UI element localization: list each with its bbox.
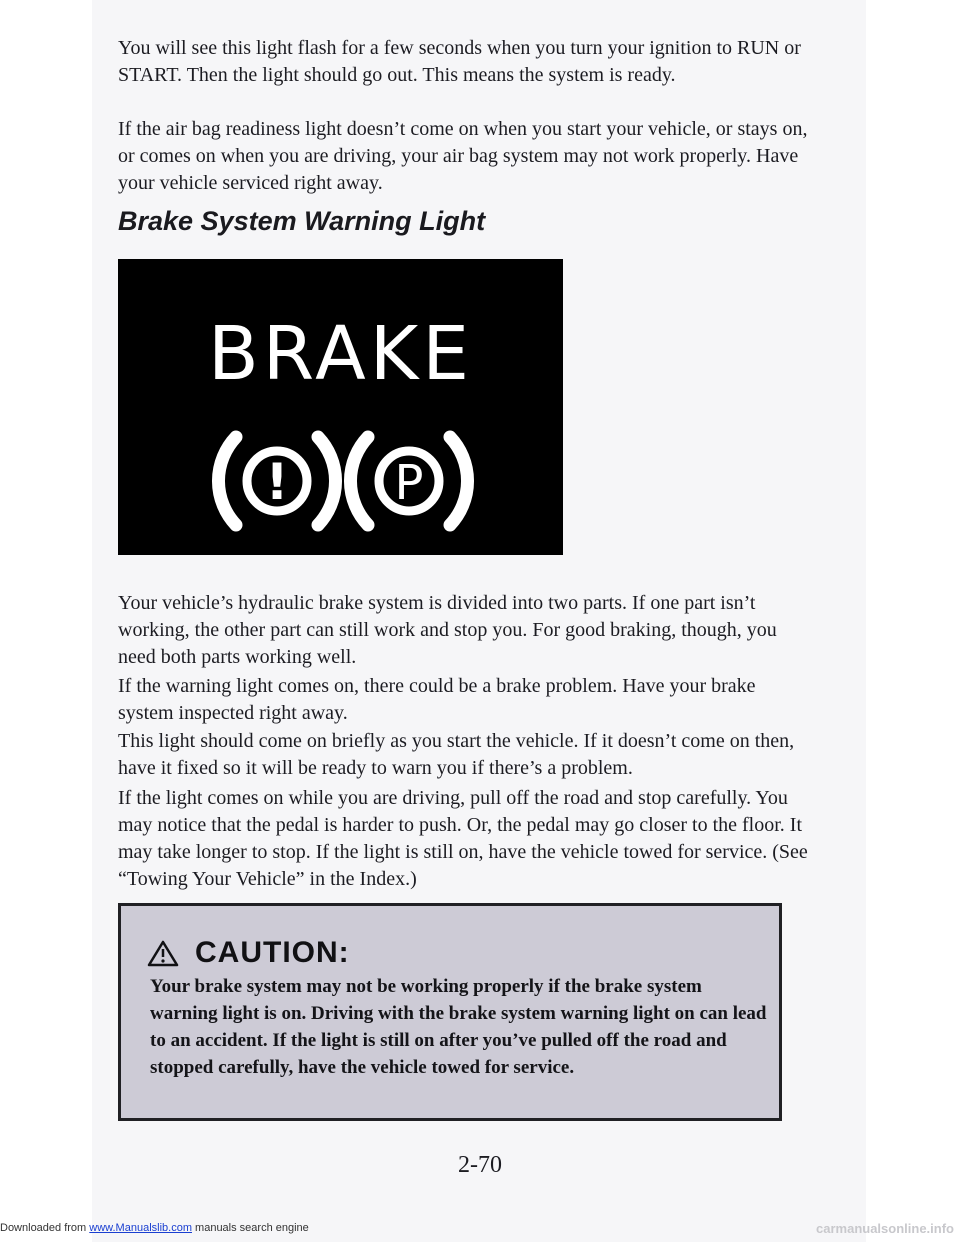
paragraph-warning-light: If the warning light comes on, there could be a brake problem. Have your brake system inspected right away. xyxy=(118,675,756,724)
manualslib-link[interactable]: www.Manualslib.com xyxy=(89,1222,192,1234)
caution-heading xyxy=(147,936,350,970)
paragraph-airbag-readiness: If the air bag readiness light doesn’t come on when you start your vehicle, or stays on, or comes on when you are driving, your air bag system may not work properly. Have your vehicle serviced right away. xyxy=(118,118,808,194)
footer-prefix: Downloaded from xyxy=(0,1222,90,1234)
warning-triangle-icon xyxy=(147,939,179,967)
footer-suffix: manuals search engine xyxy=(191,1222,309,1234)
paragraph-ignition-flash: You will see this light flash for a few seconds when you turn your ignition to RUN or START. Then the light should go out. This means the system is ready. xyxy=(118,37,801,86)
brake-warning-light-figure xyxy=(118,259,563,555)
watermark: carmanualsonline.info xyxy=(816,1221,954,1236)
parking-symbol: P xyxy=(394,455,424,511)
page-number: 2-70 xyxy=(458,1152,502,1178)
paragraph-hydraulic-system: Your vehicle’s hydraulic brake system is divided into two parts. If one part isn’t working, the other part can still work and stop you. For good braking, though, you need both parts working well. xyxy=(118,592,777,668)
exclamation-symbol: ! xyxy=(265,453,289,511)
paragraph-bulb-check: This light should come on briefly as you start the vehicle. If it doesn’t come on then, have it fixed so it will be ready to warn you if there’s a problem. xyxy=(118,730,795,779)
brake-label: BRAKE xyxy=(207,311,474,397)
section-heading: Brake System Warning Light xyxy=(118,206,486,236)
caution-title: CAUTION: xyxy=(195,936,350,969)
caution-text: Your brake system may not be working properly if the brake system warning light is on. Driving with the brake system warning light on can lead to an accident. If the light is still on after you’ve pulled off the road and stopped carefully, have the vehicle towed for service. xyxy=(150,976,767,1078)
brake-warning-icon xyxy=(194,427,494,535)
download-footer xyxy=(0,1222,309,1234)
paragraph-while-driving: If the light comes on while you are driving, pull off the road and stop carefully. You may notice that the pedal is harder to push. Or, the pedal may go closer to the floor. It may take longer to stop. If the light is still on, have the vehicle towed for service. (See “Towing Your Vehicle” in the Index.) xyxy=(118,787,808,890)
caution-box xyxy=(118,903,782,1121)
